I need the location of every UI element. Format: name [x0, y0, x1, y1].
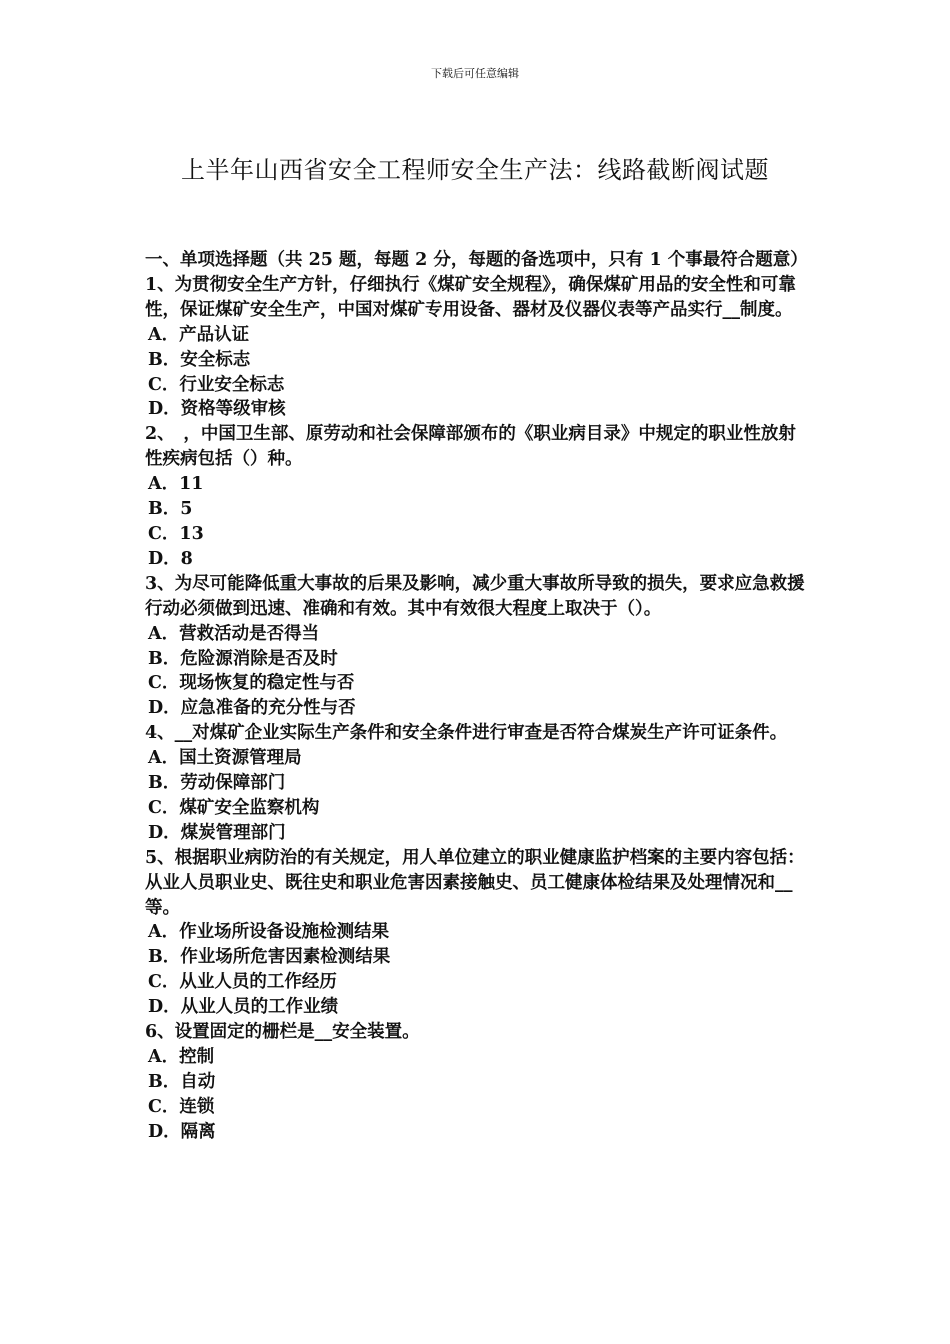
option-a: A．11 [148, 474, 204, 495]
option-b: B．5 [148, 499, 193, 520]
option-a: A．产品认证 [148, 324, 250, 345]
document-body [145, 248, 810, 1145]
question-stem: 3、为尽可能降低重大事故的后果及影响，减少重大事故所导致的损失，要求应急救援行动必须做到迅速、准确和有效。其中有效很大程度上取决于（）。 [145, 573, 805, 619]
option-a: A．控制 [148, 1047, 215, 1067]
option-a: A．作业场所设备设施检测结果 [148, 922, 390, 943]
document-title: 上半年山西省安全工程师安全生产法：线路截断阀试题 [181, 156, 769, 184]
option-b: B．劳动保障部门 [148, 773, 286, 794]
option-d: D．应急准备的充分性与否 [148, 698, 356, 719]
question-stem: 1、为贯彻安全生产方针，仔细执行《煤矿安全规程》，确保煤矿用品的安全性和可靠性，保证煤矿安全生产，中国对煤矿专用设备、器材及仪器仪表等产品实行__制度。 [145, 274, 796, 320]
question-stem: 6、设置固定的栅栏是__安全装置。 [145, 1022, 420, 1043]
option-b: B．安全标志 [148, 349, 251, 370]
section-heading: 一、单项选择题（共 25 题，每题 2 分，每题的备选项中，只有 1 个事最符合题意） [145, 250, 808, 270]
question-stem: 4、__对煤矿企业实际生产条件和安全条件进行审查是否符合煤炭生产许可证条件。 [145, 723, 788, 744]
page-header-note: 下载后可任意编辑 [431, 67, 519, 80]
option-c: C．13 [148, 523, 204, 544]
question-stem: 5、根据职业病防治的有关规定，用人单位建立的职业健康监护档案的主要内容包括：从业人员职业史、既往史和职业危害因素接触史、员工健康体检结果及处理情况和__等。 [145, 847, 805, 918]
question-5 [145, 846, 810, 1020]
option-c: C．现场恢复的稳定性与否 [148, 673, 355, 694]
option-c: C．煤矿安全监察机构 [148, 797, 320, 818]
option-c: C．从业人员的工作经历 [148, 972, 337, 993]
option-d: D．隔离 [148, 1121, 216, 1142]
option-a: A．国土资源管理局 [148, 748, 302, 769]
option-d: D．8 [148, 548, 193, 569]
option-d: D．煤炭管理部门 [148, 822, 286, 843]
option-d: D．从业人员的工作业绩 [148, 997, 339, 1018]
question-6 [145, 1020, 810, 1145]
option-c: C．行业安全标志 [148, 374, 285, 395]
question-2 [145, 422, 810, 571]
question-stem: 2、 ，中国卫生部、原劳动和社会保障部颁布的《职业病目录》中规定的职业性放射性疾病包括（）种。 [145, 424, 796, 470]
question-3 [145, 572, 810, 721]
option-d: D．资格等级审核 [148, 399, 286, 420]
option-b: B．自动 [148, 1071, 216, 1092]
option-a: A．营救活动是否得当 [148, 623, 320, 644]
question-4 [145, 721, 810, 846]
option-b: B．作业场所危害因素检测结果 [148, 947, 391, 968]
question-1 [145, 273, 810, 422]
option-b: B．危险源消除是否及时 [148, 648, 338, 669]
option-c: C．连锁 [148, 1096, 215, 1117]
